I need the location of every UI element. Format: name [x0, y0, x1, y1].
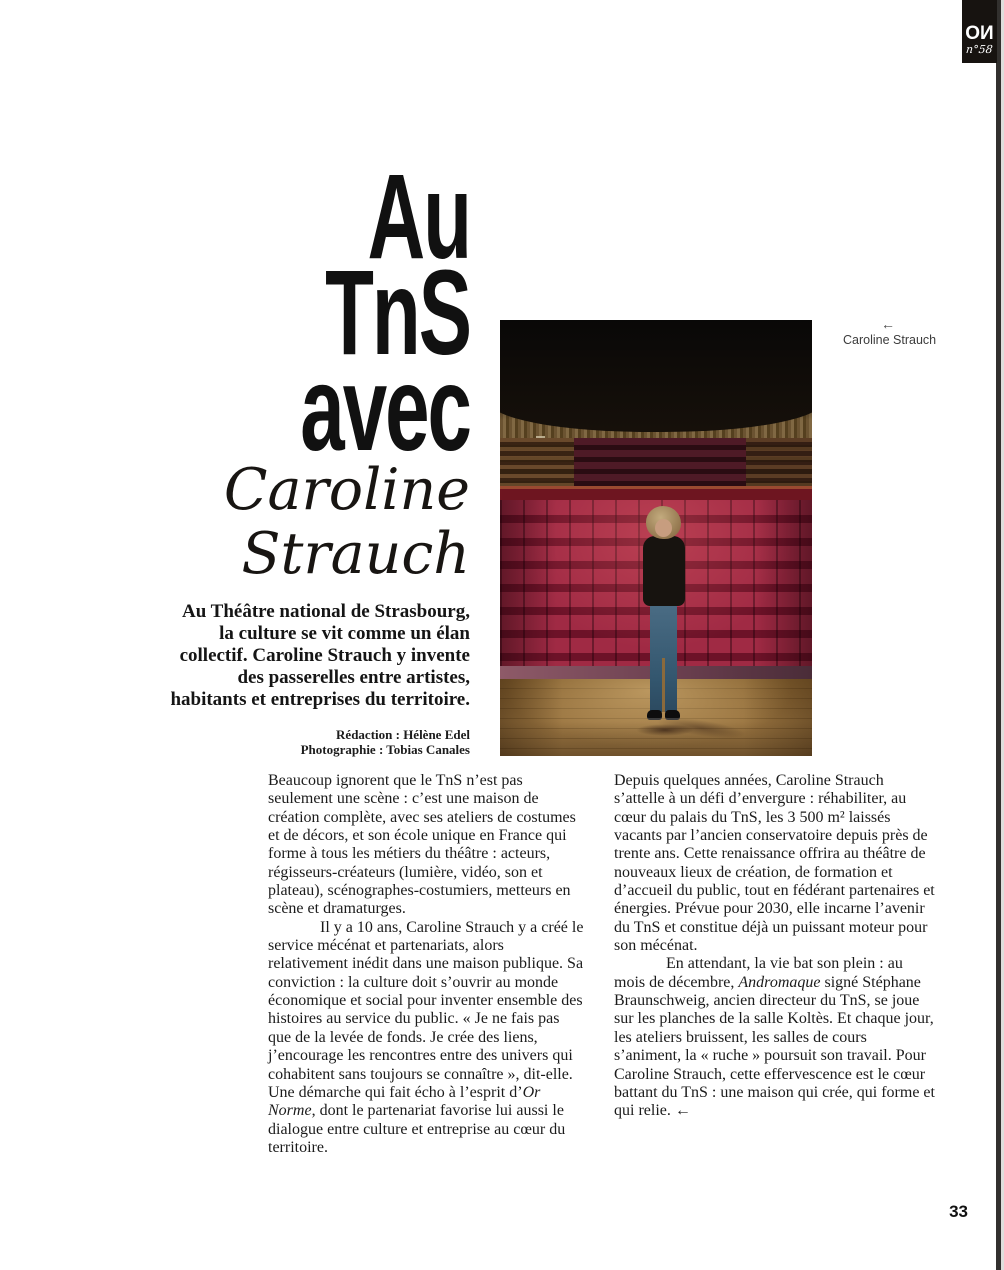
article-paragraph: Depuis quelques années, Caroline Strauch s’attelle à un défi d’envergure : réhabiliter, au cœur du palais du TnS, les 3 500 m² laissés vacants par l’ancien conservatoire depuis près de trente ans. Cette renaissance offrira au théâtre de nouveaux lieux de création, de formation et d’accueil du public, tout en fédérant partenaires et énergies. Prévue pour 2030, elle incarne l’avenir du TnS et constitue déjà un puissant moteur pour son mécénat.: [614, 772, 935, 955]
title-line-1: Au: [367, 148, 470, 284]
standfirst: [0, 601, 470, 711]
theatre-ceiling: [500, 320, 812, 432]
figure-face: [655, 519, 672, 537]
figure-right-shoe: [665, 710, 680, 720]
figure-leg-gap: [662, 658, 665, 712]
title-line-3: avec: [300, 340, 470, 476]
figure-left-shoe: [647, 710, 662, 720]
article-title: [0, 148, 470, 476]
figure-shadow: [636, 724, 694, 736]
article-column-left: [268, 772, 586, 1157]
standfirst-line: Au Théâtre national de Strasbourg,: [181, 601, 470, 622]
title-line-2: TnS: [325, 244, 470, 380]
credit-redaction: Rédaction : Hélène Edel: [336, 727, 470, 742]
left-stairs: [500, 438, 574, 486]
photo-caroline-strauch: [500, 320, 812, 756]
standfirst-line: des passerelles entre artistes,: [237, 667, 470, 688]
standfirst-line: habitants et entreprises du territoire.: [170, 689, 470, 710]
issue-number: n°58: [965, 43, 994, 56]
subtitle-line-1: Caroline: [223, 457, 470, 523]
credits: [0, 727, 470, 757]
standfirst-line: collectif. Caroline Strauch y invente: [179, 645, 470, 666]
article-paragraph: En attendant, la vie bat son plein : au mois de décembre, Andromaque signé Stéphane Braunschweig, ancien directeur du TnS, se joue sur les planches de la salle Koltès. Et chaque jour, les ateliers bruissent, les salles de cours s’animent, la « ruche » poursuit son travail. Pour Caroline Strauch, cette effervescence est le cœur battant du TnS : une maison qui crée, qui forme et qui relie. ←: [614, 955, 935, 1120]
figure-black-top: [643, 536, 685, 606]
magazine-logo: OИ: [965, 23, 994, 44]
subtitle-line-2: Strauch: [241, 521, 470, 587]
page-number: 33: [949, 1202, 968, 1221]
photo-caption-text: Caroline Strauch: [843, 333, 937, 347]
photo-caption: [843, 316, 963, 348]
article-column-right: [614, 772, 936, 1121]
credit-photographie: Photographie : Tobias Canales: [300, 742, 470, 757]
right-stairs: [746, 438, 812, 486]
balcony-rail: [500, 486, 812, 500]
caroline-strauch-figure: [638, 506, 690, 736]
issue-badge: [962, 0, 997, 63]
article-paragraph: Il y a 10 ans, Caroline Strauch y a créé le service mécénat et partenariats, alors relativement inédit dans une maison publique. Sa conviction : la culture doit s’ouvrir au monde économique et social pour inventer ensemble des histoires au service du public. « Je ne fais pas que de la levée de fonds. Je crée des liens, j’encourage les rencontres entre des univers qui cohabitent sans toujours se connaître », dit-elle. Une démarche qui fait écho à l’esprit d’Or Norme, dont le partenariat favorise lui aussi le dialogue entre culture et entreprise au cœur du territoire.: [268, 918, 584, 1156]
left-arrow-icon: ←: [881, 316, 895, 332]
article-paragraph: Beaucoup ignorent que le TnS n’est pas seulement une scène : c’est une maison de création complète, avec ses ateliers de costumes et de décors, et son école unique en France qui forme à tous les métiers du théâtre : acteurs, régisseurs-créateurs (lumière, vidéo, son et plateau), scénographes-costumiers, metteurs en scène et dramaturges.: [268, 772, 576, 918]
standfirst-line: la culture se vit comme un élan: [219, 623, 470, 644]
article-subtitle: [0, 458, 470, 586]
